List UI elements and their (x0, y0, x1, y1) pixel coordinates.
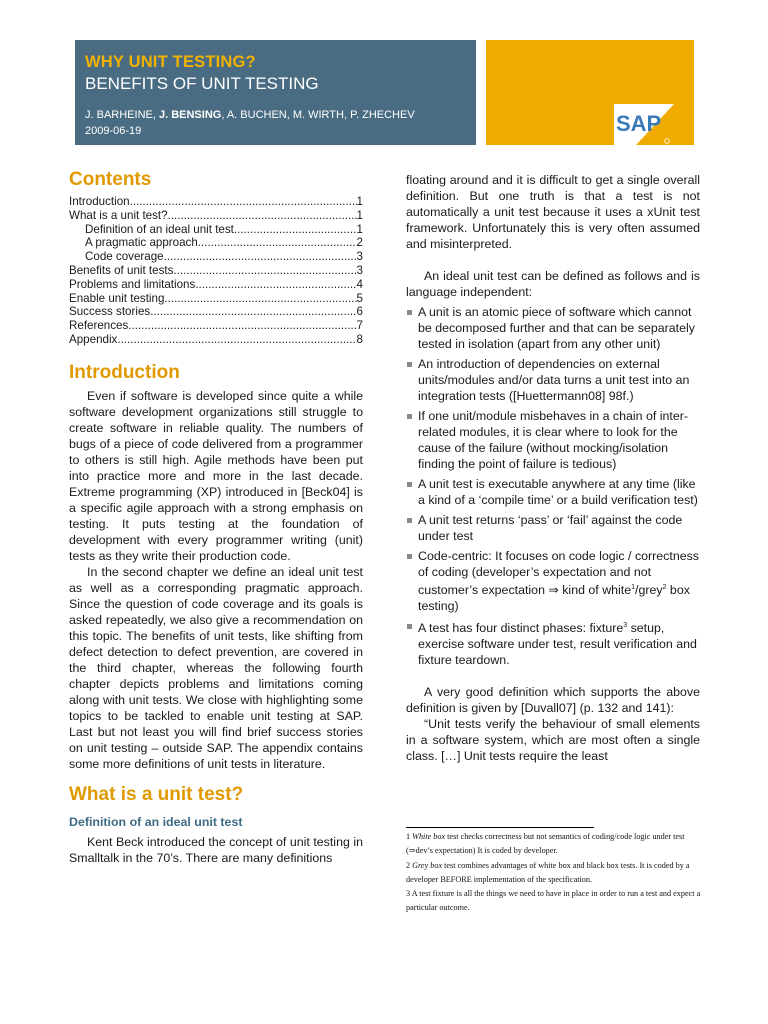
footnote-ref[interactable]: 2 (662, 584, 667, 591)
left-column (69, 169, 363, 866)
list-item-text: Code-centric: It focuses on code logic / correctness of coding (developer’s expectation and not customer’s expectation (418, 549, 699, 598)
list-item-text: /grey (635, 583, 663, 598)
body-paragraph: A very good definition which supports the above definition is given by [Duvall07] (p. 132 and 141): (406, 685, 700, 716)
intro-paragraph: In the second chapter we define an ideal unit test as well as a corresponding pragmatic approach. Since the question of code coverage and its goals is asked repeatedly, we also give a recommendation on this topic. The benefits of unit tests, like shifting from defect detection to defect prevention, are covered in the third chapter, whereas the following fourth chapter depicts problems and limitations coming along with unit tests. We close with highlighting some topics to be tackled to enable unit testing at SAP. Last but not least you will find brief success stories on unit testing – outside SAP. The appendix contains some more definitions of unit tests in literature. (69, 564, 363, 771)
toc-entry[interactable] (69, 278, 363, 292)
toc-label: Code coverage (85, 250, 164, 264)
toc-label: Enable unit testing (69, 291, 165, 305)
toc-page: 3 (356, 263, 363, 277)
toc-page: 1 (356, 208, 363, 222)
toc-entry[interactable] (69, 195, 363, 209)
toc-entry[interactable] (69, 236, 363, 250)
document-subtitle: BENEFITS OF UNIT TESTING (85, 74, 319, 93)
toc-label: Appendix (69, 332, 118, 346)
definition-list (406, 304, 700, 668)
toc-entry[interactable] (69, 333, 363, 347)
implies-arrow-icon: ⇒ (548, 583, 559, 598)
toc-page: 8 (356, 332, 363, 346)
intro-paragraph: Even if software is developed since quite a while software development organizations still struggle to create software in reliable quality. The numbers of bugs of a piece of code delivered from a programmer to others is still high. Agile methods have been put into practice more and more in the last decade. Extreme programming (XP) introduced in [Beck04] is a specific agile approach with a strong emphasis on testing. It puts testing at the foundation of development with every programmer writing (unit) tests as they write their production code. (69, 388, 363, 563)
toc-page: 1 (356, 195, 363, 208)
list-item: An introduction of dependencies on external units/modules and/or data turns a unit test into an integration tests ([Huettermann08] 98f.) (406, 356, 700, 404)
footnote-ref[interactable]: 3 (623, 622, 628, 630)
footnote-text: test combines advantages of white box and black box tests. It is coded by a developer BEFORE implementation of the specification. (406, 860, 690, 884)
toc-label: Definition of an ideal unit test (85, 222, 234, 236)
introduction-heading: Introduction (69, 361, 180, 383)
document-header (75, 40, 476, 145)
list-item-text: setup, exercise software under test, result verification and fixture teardown. (418, 621, 697, 668)
toc-page: 1 (356, 222, 363, 236)
table-of-contents (69, 195, 363, 347)
toc-label: References (69, 319, 129, 333)
list-item (406, 618, 700, 668)
toc-entry[interactable] (69, 264, 363, 278)
toc-page: 4 (356, 277, 363, 291)
footnote-number: 1 (406, 832, 413, 841)
toc-entry[interactable] (69, 223, 363, 237)
toc-page: 3 (356, 250, 363, 264)
toc-entry[interactable] (69, 305, 363, 319)
list-item-text: A test has four distinct phases: fixture (418, 621, 624, 636)
toc-label: Problems and limitations (69, 277, 196, 291)
toc-entry[interactable] (69, 319, 363, 333)
authors-part: , A. BUCHEN, M. WIRTH, P. ZHECHEV (221, 109, 415, 121)
toc-label: Benefits of unit tests (69, 263, 174, 277)
footnote-divider (406, 827, 594, 828)
authors-bold: J. BENSING (158, 109, 222, 121)
body-paragraph: An ideal unit test can be defined as follows and is language independent: (406, 269, 700, 299)
footnotes (406, 830, 706, 916)
footnote-1 (406, 830, 706, 859)
toc-page: 2 (356, 236, 363, 250)
footnote-term: Grey box (412, 860, 443, 870)
list-item: A unit test returns ‘pass’ or ‘fail’ against the code under test (406, 512, 700, 544)
toc-page: 5 (356, 291, 363, 305)
toc-entry[interactable] (69, 209, 363, 223)
right-column (406, 172, 700, 764)
document-date: 2009-06-19 (85, 125, 142, 137)
list-item-text: box testing) (418, 583, 690, 614)
toc-label: What is a unit test? (69, 208, 168, 222)
list-item: A unit test is executable anywhere at any time (like a kind of a ‘compile time’ or a build verification test) (406, 476, 700, 508)
definition-subheading: Definition of an ideal unit test (69, 814, 243, 829)
toc-label: Success stories (69, 305, 151, 319)
quote-paragraph: “Unit tests verify the behaviour of small elements in a software system, which are most often a single class. […] Unit tests require the least (406, 717, 700, 764)
sap-logo-text: SAP (616, 111, 662, 136)
toc-entry[interactable] (69, 292, 363, 306)
footnote-3: 3 A test fixture is all the things we need to have in place in order to run a test and expect a particular outcome. (406, 889, 701, 913)
footnote-ref[interactable]: 1 (631, 584, 636, 591)
footnote-text: dev’s expectation) It is coded by developer. (415, 846, 558, 856)
list-item (406, 548, 700, 614)
footnote-term: White box (412, 832, 446, 841)
body-paragraph: floating around and it is difficult to get a single overall definition. But one truth is that a test is not automatically a unit test because it uses a xUnit test framework. Unfortunately this is very often assumed and misinterpreted. (406, 173, 700, 251)
author-list (85, 109, 415, 121)
toc-label: A pragmatic approach (85, 236, 198, 250)
toc-page: 7 (356, 319, 363, 333)
what-is-heading: What is a unit test? (69, 783, 244, 805)
footnote-number: 2 (406, 860, 413, 870)
footnote-text: test checks correctness but not semantics of coding/code logic under test ( (406, 832, 685, 856)
implies-arrow-icon: ⇒ (408, 846, 416, 856)
sap-logo (614, 104, 674, 145)
list-item: A unit is an atomic piece of software which cannot be decomposed further and that can be separately tested in isolation (apart from any other unit) (406, 304, 700, 352)
document-title: WHY UNIT TESTING? (85, 53, 256, 71)
authors-part: J. BARHEINE, (85, 109, 159, 121)
contents-heading: Contents (69, 169, 152, 190)
toc-entry[interactable] (69, 250, 363, 264)
footnote-2 (406, 859, 706, 888)
toc-label: Introduction (69, 195, 130, 208)
list-item: If one unit/module misbehaves in a chain of inter-related modules, it is clear where to look for the cause of the failure (without mocking/isolation finding the point of failure is tedious) (406, 408, 700, 472)
toc-page: 6 (356, 305, 363, 319)
list-item-text: kind of white (558, 583, 632, 598)
body-paragraph: Kent Beck introduced the concept of unit testing in Smalltalk in the 70’s. There are many definitions (69, 834, 363, 865)
